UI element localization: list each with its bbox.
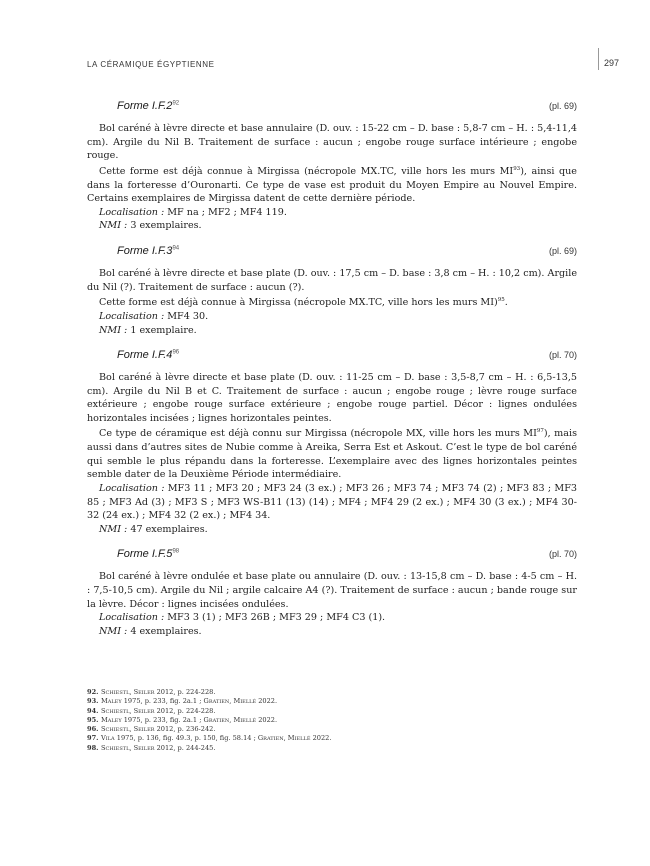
description-paragraph: Bol caréné à lèvre directe et base plate (D. ouv. : 17,5 cm – D. base : 3,8 cm – H. : 10,2 cm). Argile du Nil (?). Traitement de surface : aucun (?). <box>87 267 577 293</box>
nmi-label: NMI : <box>99 625 128 637</box>
footnote: 98. Schiestl, Seiler 2012, p. 244-245. <box>87 743 216 752</box>
section-heading <box>87 349 577 365</box>
localisation-value: MF3 3 (1) ; MF3 26B ; MF3 29 ; MF4 C3 (1). <box>164 612 386 624</box>
localisation-label: Localisation : <box>99 206 165 218</box>
nmi-line <box>87 219 577 233</box>
plate-reference: (pl. 69) <box>548 245 577 256</box>
footnote: 96. Schiestl, Seiler 2012, p. 236-242. <box>87 725 216 734</box>
plate-reference: (pl. 69) <box>548 101 577 111</box>
comment-paragraph: Cette forme est déjà connue à Mirgissa (nécropole MX.TC, ville hors les murs MI)$^{95}$. <box>99 297 508 309</box>
nmi-line <box>87 523 577 537</box>
footnotes <box>87 688 577 753</box>
footnote: 94. Schiestl, Seiler 2012, p. 224-228. <box>87 706 216 715</box>
footnote-ref[interactable]: 96 <box>172 349 180 356</box>
page-number-rule <box>598 48 599 70</box>
localisation-line <box>87 310 577 324</box>
section-heading <box>87 548 577 564</box>
footnote: 93. Maley 1975, p. 233, fig. 2a.1 ; Gratien, Miellé 2022. <box>87 697 278 706</box>
section-forme-if4 <box>87 349 577 536</box>
nmi-value: 4 exemplaires. <box>127 625 202 637</box>
nmi-line <box>87 324 577 338</box>
footnote: 95. Maley 1975, p. 233, fig. 2a.1 ; Gratien, Miellé 2022. <box>87 715 278 724</box>
footnote: 92. Schiestl, Seiler 2012, p. 224-228. <box>87 688 216 696</box>
section-title: Forme $I.F.2^{92}$ <box>117 100 180 112</box>
footnote-ref[interactable]: 94 <box>172 245 180 252</box>
nmi-label: NMI : <box>99 324 128 336</box>
main-content <box>87 100 577 650</box>
footnote-ref[interactable]: 97 <box>536 428 544 435</box>
running-title: LA CÉRAMIQUE ÉGYPTIENNE <box>87 60 215 69</box>
localisation-value: MF na ; MF2 ; MF4 119. <box>164 206 287 218</box>
section-forme-if5 <box>87 548 577 638</box>
section-forme-if3 <box>87 245 577 337</box>
footnote: 97. Vila 1975, p. 136, fig. 49.3, p. 150, fig. 58.14 ; Gratien, Miellé 2022. <box>87 734 332 743</box>
section-heading <box>87 100 577 116</box>
localisation-label: Localisation : <box>99 483 165 495</box>
section-forme-if2 <box>87 100 577 233</box>
localisation-label: Localisation : <box>99 310 165 322</box>
footnote-ref[interactable]: 93 <box>513 165 521 172</box>
description-paragraph: Bol caréné à lèvre directe et base annulaire (D. ouv. : 15-22 cm – D. base : 5,8-7 cm – H. : 5,4-11,4 cm). Argile du Nil B. Traitement de surface : aucun ; engobe rouge surface intérieure ; engobe rouge. <box>87 123 577 162</box>
localisation-value: MF4 30. <box>164 310 209 322</box>
nmi-label: NMI : <box>99 523 128 535</box>
localisation-value: MF3 11 ; MF3 20 ; MF3 24 (3 ex.) ; MF3 26 ; MF3 74 ; MF3 74 (2) ; MF3 83 ; MF3 85 ; MF3 Ad (3) ; MF3 S ; MF3 WS-B11 (13) (14) ; MF4 ; MF4 29 (2 ex.) ; MF4 30 (3 ex.) ; MF4 30-32 (24 ex.) ; MF4 32 (2 ex.) ; MF4 34. <box>87 483 577 522</box>
footnote-ref[interactable]: 95 <box>497 297 505 304</box>
nmi-label: NMI : <box>99 220 128 232</box>
page-number: 297 <box>604 58 620 68</box>
section-heading <box>87 245 577 261</box>
section-title: Forme $I.F.3^{94}$ <box>117 244 180 257</box>
localisation-line <box>87 482 577 523</box>
section-title: Forme $I.F.4^{96}$ <box>117 349 180 362</box>
nmi-value: 47 exemplaires. <box>127 523 208 535</box>
comment-paragraph: Cette forme est déjà connue à Mirgissa (nécropole MX.TC, ville hors les murs MI$^{93}$), ainsi que dans la forteresse d’Ouronarti. Ce type de vase est produit du Moyen Empire au Nouvel Empire. Certains exemplaires de Mirgissa datent de cette dernière période. <box>87 165 577 205</box>
plate-reference: (pl. 70) <box>548 350 577 361</box>
localisation-label: Localisation : <box>99 612 165 624</box>
plate-reference: (pl. 70) <box>548 549 577 560</box>
comment-paragraph: Ce type de céramique est déjà connu sur Mirgissa (nécropole MX, ville hors les murs MI$^{97}$), mais aussi dans d’autres sites de Nubie comme à Areika, Serra Est et Askout. C’est le type de bol caréné qui semble le plus répandu dans la forteresse. L’exemplaire avec des lignes horizontales peintes semble dater de la Deuxième Période intermédiaire. <box>87 428 577 481</box>
localisation-line <box>87 206 577 220</box>
nmi-value: 3 exemplaires. <box>127 220 202 232</box>
footnote-ref[interactable]: 92 <box>172 100 180 107</box>
description-paragraph: Bol caréné à lèvre ondulée et base plate ou annulaire (D. ouv. : 13-15,8 cm – D. base : 4-5 cm – H. : 7,5-10,5 cm). Argile du Nil ; argile calcaire A4 (?). Traitement de surface : aucun ; bande rouge sur la lèvre. Décor : lignes incisées ondulées. <box>87 571 577 610</box>
description-paragraph: Bol caréné à lèvre directe et base plate (D. ouv. : 11-25 cm – D. base : 3,5-8,7 cm – H. : 6,5-13,5 cm). Argile du Nil B et C. Traitement de surface : aucun ; engobe rouge ; lèvre rouge surface extérieure ; engobe rouge surface extérieure ; engobe rouge partiel. Décor : lignes ondulées horizontales incisées ; lignes horizontales peintes. <box>87 372 577 424</box>
localisation-line <box>87 611 577 625</box>
section-title: Forme $I.F.5^{98}$ <box>117 548 180 561</box>
nmi-value: 1 exemplaire. <box>127 324 197 336</box>
nmi-line <box>87 625 577 639</box>
footnote-ref[interactable]: 98 <box>172 548 180 555</box>
